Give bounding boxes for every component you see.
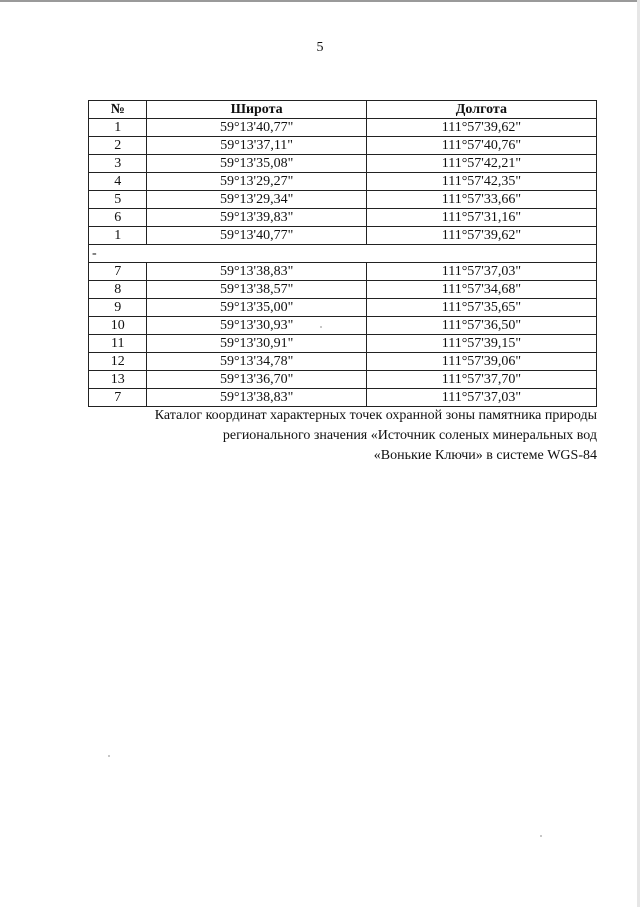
- point-number: 13: [89, 371, 147, 389]
- point-number: 3: [89, 155, 147, 173]
- point-number: 6: [89, 209, 147, 227]
- point-longitude: 111°57'42,21": [366, 155, 596, 173]
- scan-speck: [108, 755, 110, 757]
- point-longitude: 111°57'37,03": [366, 389, 596, 407]
- point-number: 5: [89, 191, 147, 209]
- point-longitude: 111°57'42,35": [366, 173, 596, 191]
- table-row: [89, 299, 597, 317]
- point-latitude: 59°13'40,77": [147, 119, 366, 137]
- point-number: 11: [89, 335, 147, 353]
- point-latitude: 59°13'29,27": [147, 173, 366, 191]
- point-latitude: 59°13'39,83": [147, 209, 366, 227]
- table-row: [89, 137, 597, 155]
- contour-separator-row: [89, 245, 597, 263]
- table-row: [89, 389, 597, 407]
- point-latitude: 59°13'35,00": [147, 299, 366, 317]
- page-number: 5: [316, 40, 324, 55]
- contour-separator: -: [89, 245, 597, 263]
- point-number: 9: [89, 299, 147, 317]
- header-number: №: [89, 101, 147, 119]
- point-longitude: 111°57'34,68": [366, 281, 596, 299]
- point-number: 10: [89, 317, 147, 335]
- point-longitude: 111°57'39,15": [366, 335, 596, 353]
- point-latitude: 59°13'34,78": [147, 353, 366, 371]
- point-number: 4: [89, 173, 147, 191]
- table-row: [89, 155, 597, 173]
- table-row: [89, 371, 597, 389]
- point-latitude: 59°13'37,11": [147, 137, 366, 155]
- point-latitude: 59°13'30,93": [147, 317, 366, 335]
- point-number: 2: [89, 137, 147, 155]
- point-longitude: 111°57'37,70": [366, 371, 596, 389]
- table-row: [89, 317, 597, 335]
- point-latitude: 59°13'40,77": [147, 227, 366, 245]
- point-longitude: 111°57'33,66": [366, 191, 596, 209]
- header-latitude: Широта: [147, 101, 366, 119]
- table-row: [89, 263, 597, 281]
- table-row: [89, 119, 597, 137]
- scan-speck: [540, 835, 542, 837]
- point-latitude: 59°13'38,83": [147, 263, 366, 281]
- point-latitude: 59°13'35,08": [147, 155, 366, 173]
- scan-speck: [320, 326, 322, 328]
- table-row: [89, 173, 597, 191]
- point-longitude: 111°57'36,50": [366, 317, 596, 335]
- point-latitude: 59°13'38,83": [147, 389, 366, 407]
- point-number: 12: [89, 353, 147, 371]
- point-latitude: 59°13'30,91": [147, 335, 366, 353]
- point-latitude: 59°13'38,57": [147, 281, 366, 299]
- header-longitude: Долгота: [366, 101, 596, 119]
- scan-edge-top: [0, 0, 640, 2]
- point-number: 1: [89, 119, 147, 137]
- table-row: [89, 281, 597, 299]
- point-number: 7: [89, 263, 147, 281]
- table-row: [89, 227, 597, 245]
- point-number: 7: [89, 389, 147, 407]
- point-number: 8: [89, 281, 147, 299]
- table-row: [89, 353, 597, 371]
- point-latitude: 59°13'36,70": [147, 371, 366, 389]
- table-header-row: [89, 101, 597, 119]
- point-latitude: 59°13'29,34": [147, 191, 366, 209]
- table-row: [89, 209, 597, 227]
- point-longitude: 111°57'37,03": [366, 263, 596, 281]
- caption-line-3: «Вонькие Ключи» в системе WGS-84: [373, 448, 597, 463]
- table-caption: [100, 406, 597, 466]
- point-longitude: 111°57'31,16": [366, 209, 596, 227]
- caption-line-2: регионального значения «Источник соленых минеральных вод: [222, 428, 597, 443]
- point-longitude: 111°57'40,76": [366, 137, 596, 155]
- table-row: [89, 335, 597, 353]
- point-longitude: 111°57'39,62": [366, 119, 596, 137]
- point-longitude: 111°57'39,06": [366, 353, 596, 371]
- point-number: 1: [89, 227, 147, 245]
- point-longitude: 111°57'39,62": [366, 227, 596, 245]
- table-row: [89, 191, 597, 209]
- caption-line-1: Каталог координат характерных точек охранной зоны памятника природы: [154, 408, 597, 423]
- coordinates-table: [88, 100, 597, 407]
- point-longitude: 111°57'35,65": [366, 299, 596, 317]
